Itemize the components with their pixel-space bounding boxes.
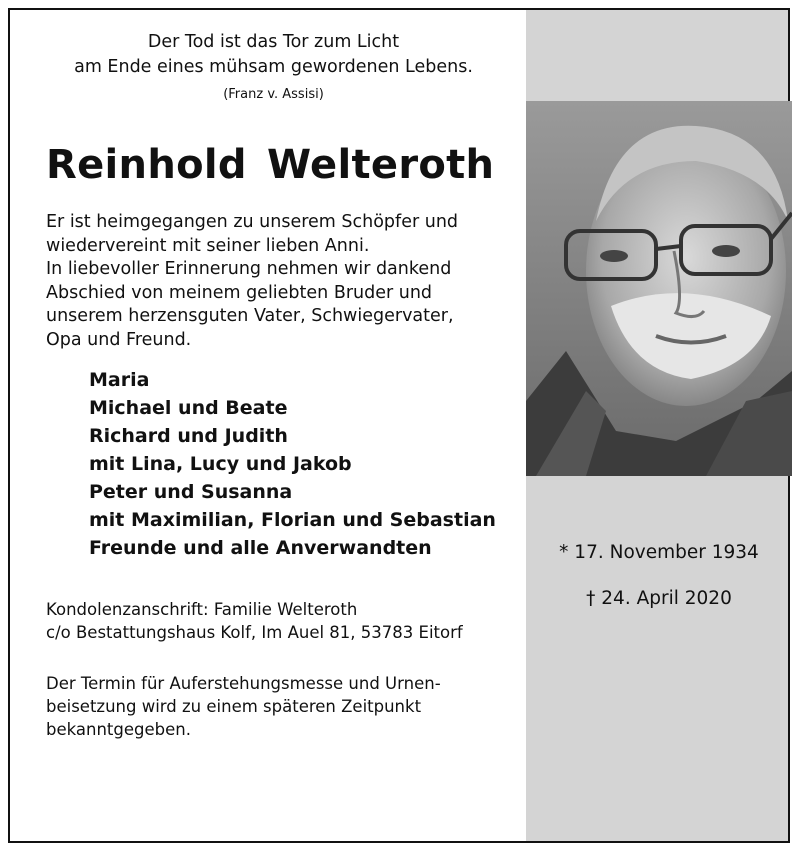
quote (46, 30, 501, 80)
notice-line-1: Der Termin für Auferstehungsmesse und Urnen- (46, 674, 441, 693)
mourner-entry: Freunde und alle Anverwandten (89, 537, 432, 559)
message-line: Opa und Freund. (46, 329, 192, 350)
message-line: wiedervereint mit seiner lieben Anni. (46, 235, 370, 256)
message-line: Abschied von meinem geliebten Bruder und (46, 282, 433, 303)
mourners-list (89, 366, 501, 562)
mourner-entry: Richard und Judith (89, 425, 288, 447)
portrait-illustration (526, 101, 792, 476)
mourner-entry: mit Maximilian, Florian und Sebastian (89, 509, 496, 531)
condolence-line-2: c/o Bestattungshaus Kolf, Im Auel 81, 53783 Eitorf (46, 622, 463, 642)
portrait-photo (526, 101, 792, 476)
mourner-entry: Peter und Susanna (89, 481, 293, 503)
message-line: unserem herzensguten Vater, Schwiegervater, (46, 306, 454, 326)
quote-line-2: am Ende eines mühsam gewordenen Lebens. (74, 57, 473, 77)
mourner-entry: Michael und Beate (89, 397, 288, 419)
condolence-line-1: Kondolenzanschrift: Familie Welteroth (46, 600, 358, 619)
notice-line-3: bekanntgegeben. (46, 720, 191, 739)
quote-line-1: Der Tod ist das Tor zum Licht (147, 32, 400, 52)
obituary-main (46, 30, 501, 741)
quote-author: (Franz v. Assisi) (223, 87, 324, 102)
message-line: Er ist heimgegangen zu unserem Schöpfer und (46, 212, 459, 232)
obituary-message (46, 211, 501, 352)
birth-date: * 17. November 1934 (559, 542, 759, 563)
death-date: † 24. April 2020 (586, 588, 732, 609)
deceased-name: Reinhold Welteroth (46, 142, 495, 188)
message-line: In liebevoller Erinnerung nehmen wir dankend (46, 259, 452, 279)
condolence-address (46, 599, 501, 644)
mourner-entry: Maria (89, 369, 150, 391)
notice-line-2: beisetzung wird zu einem späteren Zeitpunkt (46, 697, 422, 716)
funeral-notice (46, 672, 501, 741)
mourner-entry: mit Lina, Lucy und Jakob (89, 453, 352, 475)
life-dates (528, 540, 790, 612)
